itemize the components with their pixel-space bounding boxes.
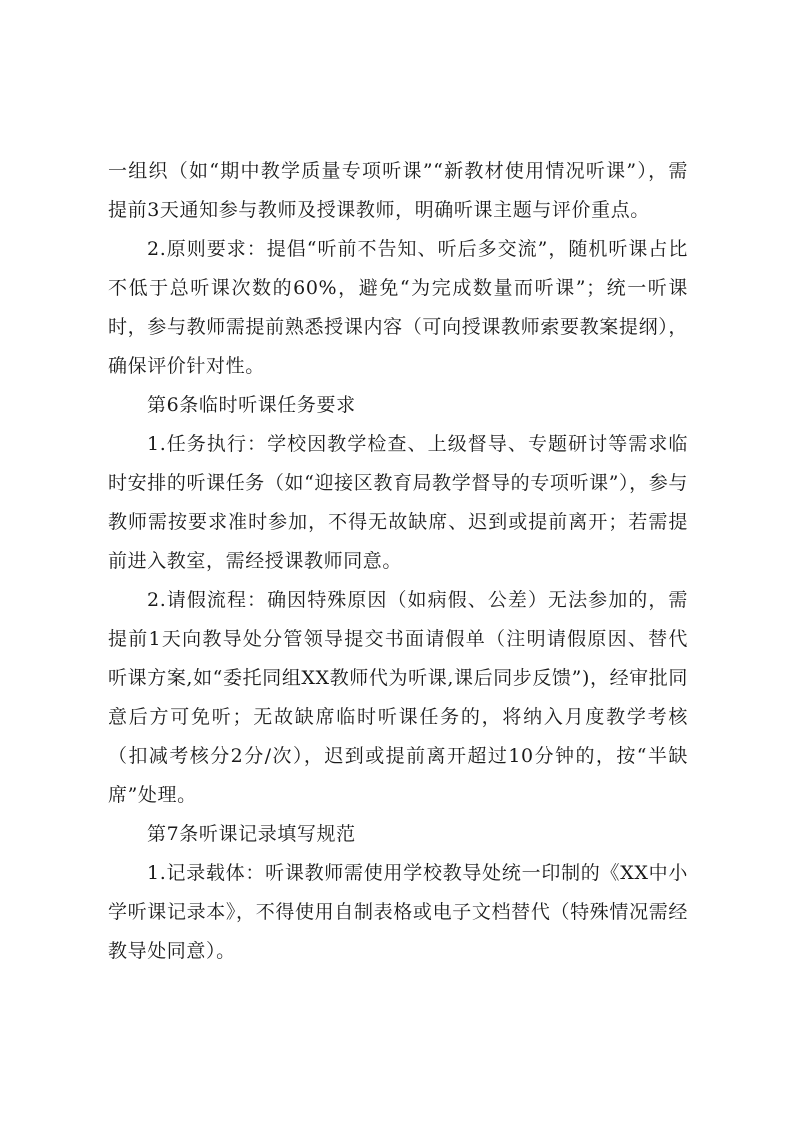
paragraph-leave-process: 2.请假流程：确因特殊原因（如病假、公差）无法参加的，需提前1天向教导处分管领导提交书面请假单（注明请假原因、替代听课方案,如“委托同组XX教师代为听课,课后同步反馈”)，经审批同意后方可免听；无故缺席临时听课任务的，将纳入月度教学考核（扣减考核分2分/次），迟到或提前离开超过10分钟的，按“半缺席”处理。 (108, 589, 688, 806)
section-heading-article-6: 第6条临时听课任务要求 (147, 394, 356, 416)
paragraph-task-execution: 1.任务执行：学校因教学检查、上级督导、专题研讨等需求临时安排的听课任务（如“迎接区教育局教学督导的专项听课”），参与教师需按要求准时参加，不得无故缺席、迟到或提前离开；若需提前进入教室，需经授课教师同意。 (108, 433, 688, 572)
paragraph-record-carrier: 1.记录载体：听课教师需使用学校教导处统一印制的《XX中小学听课记录本》，不得使用自制表格或电子文档替代（特殊情况需经教导处同意）。 (108, 862, 688, 962)
paragraph-principle-requirements: 2.原则要求：提倡“听前不告知、听后多交流”，随机听课占比不低于总听课次数的60%，避免“为完成数量而听课”；统一听课时，参与教师需提前熟悉授课内容（可向授课教师索要教案提纲），确保评价针对性。 (108, 238, 688, 377)
section-heading-article-7: 第7条听课记录填写规范 (147, 823, 356, 845)
paragraph-continuation: 一组织（如“期中教学质量专项听课”“新教材使用情况听课”），需提前3天通知参与教师及授课教师，明确听课主题与评价重点。 (108, 160, 688, 221)
document-page (108, 152, 688, 971)
